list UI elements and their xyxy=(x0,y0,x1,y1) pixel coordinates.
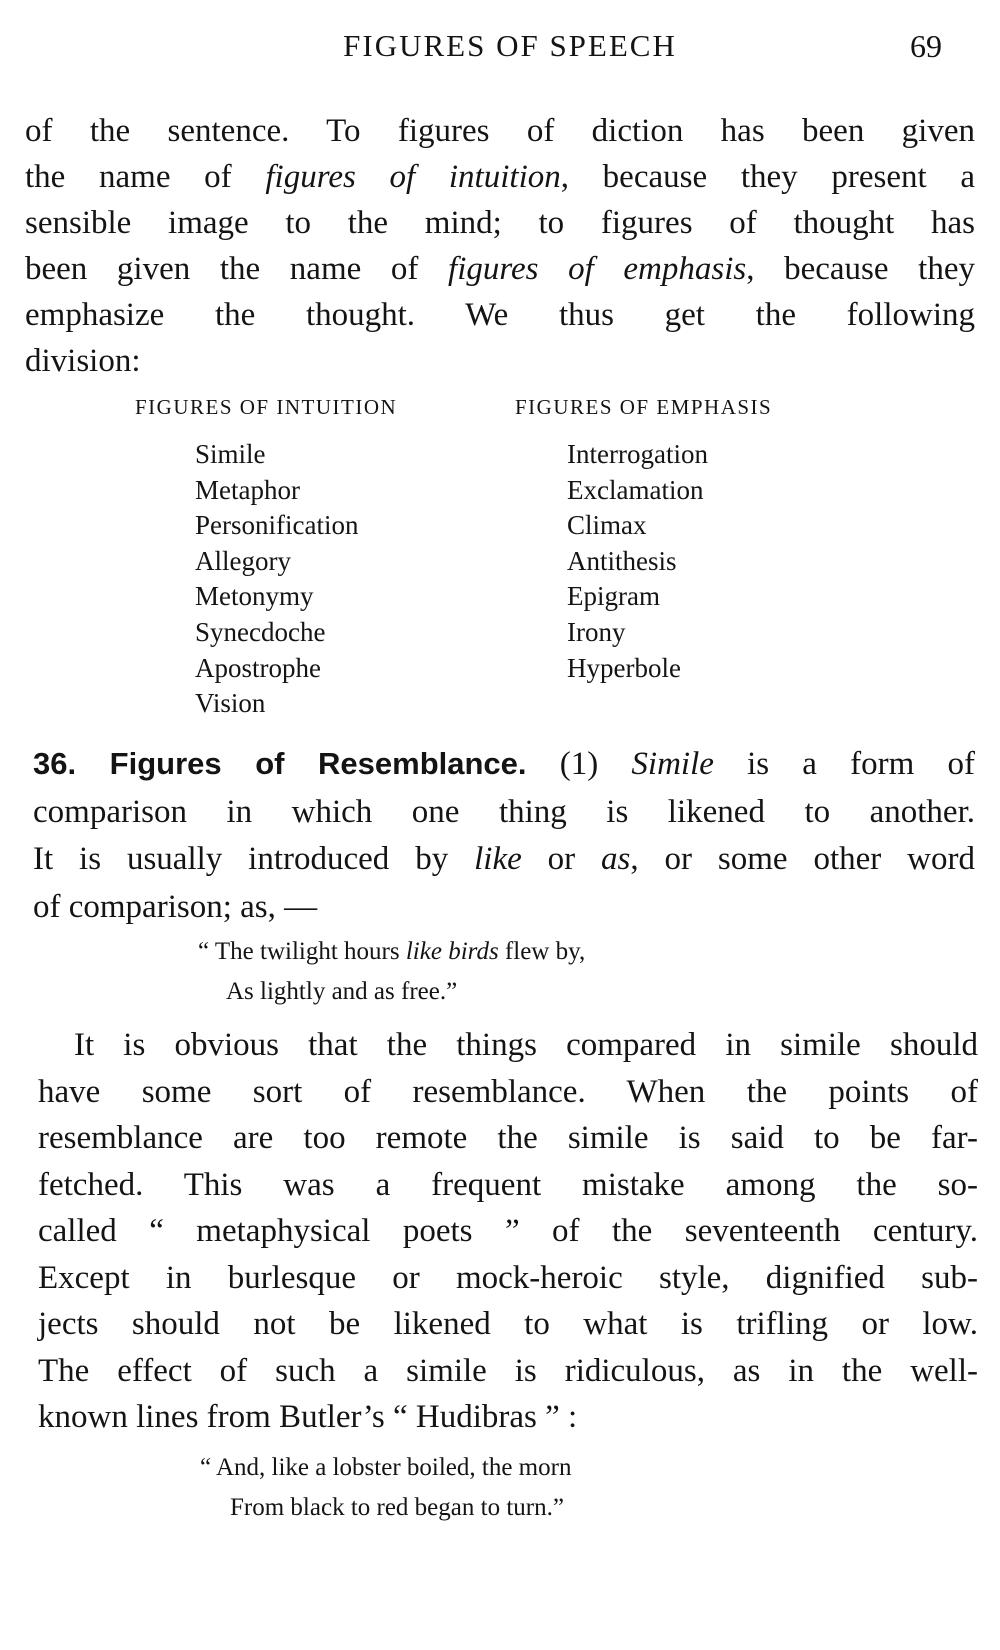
text-line: of the sentence. To figures of diction has been given xyxy=(25,113,975,149)
quotation-hudibras xyxy=(200,1448,571,1528)
left-item: Metaphor xyxy=(195,474,300,505)
emphasis-list xyxy=(567,437,708,686)
left-item: Metonymy xyxy=(195,581,314,612)
term-like: like xyxy=(474,841,522,877)
emphasis-column xyxy=(515,395,773,683)
intuition-list xyxy=(195,437,358,722)
text-line: been given the name of figures of emphasis, because they xyxy=(25,251,975,287)
section-heading: 36. Figures of Resemblance. xyxy=(33,746,527,781)
left-item: Personification xyxy=(195,510,359,541)
running-header xyxy=(0,28,1000,78)
quote-line: “ And, like a lobster boiled, the morn xyxy=(200,1454,572,1481)
text-line: jects should not be likened to what is trifling or low. xyxy=(38,1306,978,1342)
text-line: The effect of such a simile is ridiculous, as in the well- xyxy=(38,1352,978,1389)
right-item: Exclamation xyxy=(567,474,704,505)
term-simile: Simile xyxy=(631,746,714,782)
text-line: sensible image to the mind; to figures of thought has xyxy=(25,205,975,241)
text-line: division: xyxy=(25,343,141,379)
left-item: Vision xyxy=(195,688,266,719)
quote-line: As lightly and as free.” xyxy=(226,978,458,1005)
text-line: have some sort of resemblance. When the points of xyxy=(38,1073,978,1110)
left-item: Synecdoche xyxy=(195,616,326,647)
intro-paragraph xyxy=(25,108,975,384)
right-item: Irony xyxy=(567,616,626,647)
term-figures-of-intuition: figures of intuition xyxy=(265,159,561,195)
text-line: called “ metaphysical poets ” of the seventeenth century. xyxy=(38,1213,978,1249)
right-item: Hyperbole xyxy=(567,652,681,683)
intuition-column xyxy=(135,395,398,719)
body-paragraph xyxy=(38,1022,978,1441)
figures-division-table xyxy=(135,395,935,725)
text-line: 36. Figures of Resemblance. (1) Simile is a form of xyxy=(33,746,975,782)
text-line: known lines from Butler’s “ Hudibras ” : xyxy=(38,1399,578,1435)
text-line: of comparison; as, — xyxy=(33,888,318,925)
text-line: resemblance are too remote the simile is said to be far- xyxy=(38,1120,978,1156)
text-line: It is obvious that the things compared in simile should xyxy=(74,1027,978,1063)
right-item: Climax xyxy=(567,510,647,541)
quote-line: From black to red began to turn.” xyxy=(230,1494,564,1521)
text-line: emphasize the thought. We thus get the following xyxy=(25,297,975,333)
right-item: Epigram xyxy=(567,581,660,612)
left-item: Apostrophe xyxy=(195,652,321,683)
term-figures-of-emphasis: figures of emphasis xyxy=(448,251,747,287)
left-item: Simile xyxy=(195,439,266,469)
column-heading: FIGURES OF EMPHASIS xyxy=(515,395,773,419)
running-title: FIGURES OF SPEECH xyxy=(343,28,677,63)
left-item: Allegory xyxy=(195,545,291,576)
text-line: the name of figures of intuition, because they present a xyxy=(25,159,975,195)
quote-line: “ The twilight hours like birds flew by, xyxy=(198,938,586,965)
right-item: Interrogation xyxy=(567,439,708,469)
term-as: as xyxy=(601,841,631,877)
column-heading: FIGURES OF INTUITION xyxy=(135,395,398,419)
text-line: It is usually introduced by like or as, or some other word xyxy=(33,841,975,877)
quotation-twilight xyxy=(198,932,585,1012)
text-line: comparison in which one thing is likened to another. xyxy=(33,793,975,830)
section-36-paragraph xyxy=(33,740,975,931)
text-line: Except in burlesque or mock-heroic style, dignified sub- xyxy=(38,1259,978,1296)
right-item: Antithesis xyxy=(567,545,677,576)
page-number: 69 xyxy=(910,28,942,64)
text-line: fetched. This was a frequent mistake among the so- xyxy=(38,1166,978,1203)
